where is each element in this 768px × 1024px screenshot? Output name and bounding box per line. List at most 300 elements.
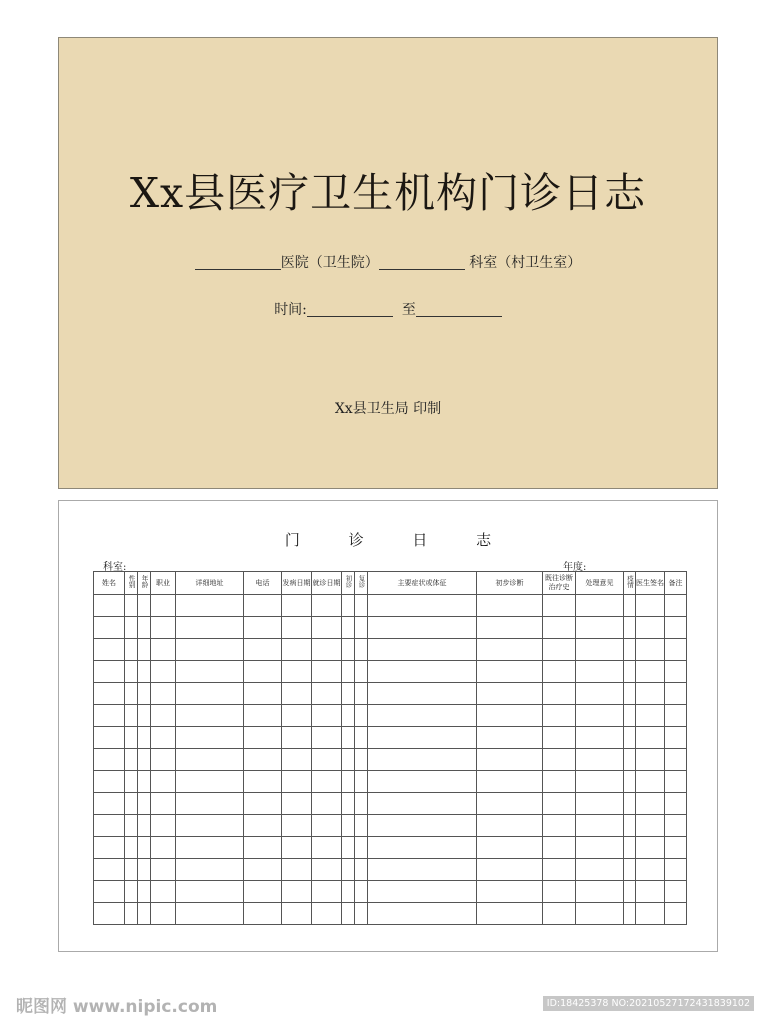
table-cell: [94, 837, 125, 859]
table-cell: [543, 793, 576, 815]
column-header-label: 电话: [255, 578, 270, 587]
table-cell: [636, 837, 665, 859]
column-header: [477, 572, 543, 595]
table-cell: [543, 705, 576, 727]
table-cell: [355, 749, 368, 771]
table-cell: [125, 727, 138, 749]
table-cell: [624, 859, 636, 881]
table-cell: [636, 683, 665, 705]
column-header: [282, 572, 312, 595]
table-cell: [312, 683, 342, 705]
table-cell: [665, 837, 687, 859]
table-cell: [244, 617, 282, 639]
end-date-blank: [416, 302, 502, 317]
table-cell: [624, 683, 636, 705]
table-row: [94, 727, 687, 749]
table-cell: [636, 727, 665, 749]
table-cell: [624, 837, 636, 859]
table-cell: [624, 749, 636, 771]
table-cell: [624, 661, 636, 683]
table-row: [94, 859, 687, 881]
table-cell: [312, 705, 342, 727]
table-cell: [576, 749, 624, 771]
table-cell: [176, 639, 244, 661]
table-cell: [624, 705, 636, 727]
table-cell: [282, 859, 312, 881]
table-cell: [368, 837, 477, 859]
table-cell: [244, 837, 282, 859]
table-cell: [355, 661, 368, 683]
table-cell: [138, 617, 151, 639]
column-header: [624, 572, 636, 595]
column-header: [176, 572, 244, 595]
table-cell: [576, 661, 624, 683]
table-cell: [151, 771, 176, 793]
table-cell: [636, 903, 665, 925]
table-cell: [636, 705, 665, 727]
table-cell: [342, 859, 355, 881]
table-cell: [138, 595, 151, 617]
table-cell: [94, 771, 125, 793]
table-cell: [624, 815, 636, 837]
hospital-blank: [195, 255, 281, 270]
column-header-label: 初诊: [344, 575, 353, 588]
table-row: [94, 595, 687, 617]
table-cell: [151, 595, 176, 617]
table-cell: [94, 881, 125, 903]
column-header-label: 就诊日期: [312, 578, 341, 587]
table-cell: [665, 617, 687, 639]
table-cell: [176, 859, 244, 881]
table-cell: [342, 683, 355, 705]
table-cell: [543, 837, 576, 859]
table-cell: [244, 661, 282, 683]
table-cell: [342, 881, 355, 903]
table-cell: [151, 661, 176, 683]
table-cell: [477, 749, 543, 771]
table-row: [94, 661, 687, 683]
table-cell: [244, 595, 282, 617]
table-cell: [244, 727, 282, 749]
table-row: [94, 881, 687, 903]
column-header: [125, 572, 138, 595]
table-cell: [282, 705, 312, 727]
table-cell: [94, 815, 125, 837]
table-cell: [282, 727, 312, 749]
table-cell: [94, 859, 125, 881]
table-cell: [342, 837, 355, 859]
table-cell: [282, 661, 312, 683]
table-cell: [636, 815, 665, 837]
table-cell: [477, 903, 543, 925]
column-header: [94, 572, 125, 595]
column-header-label: 既往诊断治疗史: [545, 574, 573, 591]
table-row: [94, 903, 687, 925]
table-cell: [244, 683, 282, 705]
table-cell: [138, 903, 151, 925]
column-header: [576, 572, 624, 595]
table-cell: [355, 683, 368, 705]
table-cell: [543, 639, 576, 661]
table-cell: [576, 639, 624, 661]
time-line: [59, 299, 717, 319]
table-cell: [312, 793, 342, 815]
column-header-label: 疫情: [626, 575, 634, 588]
table-cell: [665, 683, 687, 705]
table-cell: [543, 661, 576, 683]
column-header: [665, 572, 687, 595]
table-cell: [176, 727, 244, 749]
table-cell: [151, 859, 176, 881]
table-cell: [576, 903, 624, 925]
table-cell: [636, 617, 665, 639]
table-cell: [94, 661, 125, 683]
table-cell: [125, 705, 138, 727]
table-cell: [125, 661, 138, 683]
table-cell: [665, 771, 687, 793]
table-row: [94, 749, 687, 771]
table-row: [94, 617, 687, 639]
table-cell: [282, 903, 312, 925]
table-cell: [244, 815, 282, 837]
table-cell: [636, 793, 665, 815]
table-cell: [477, 595, 543, 617]
table-cell: [138, 815, 151, 837]
table-cell: [665, 793, 687, 815]
table-cell: [94, 617, 125, 639]
table-cell: [665, 815, 687, 837]
table-cell: [368, 595, 477, 617]
table-cell: [368, 639, 477, 661]
table-cell: [368, 661, 477, 683]
table-cell: [94, 793, 125, 815]
column-header-label: 主要症状或体征: [397, 578, 447, 587]
table-cell: [312, 881, 342, 903]
hospital-label: 医院（卫生院）: [280, 255, 379, 271]
table-cell: [636, 771, 665, 793]
table-cell: [368, 705, 477, 727]
table-cell: [355, 837, 368, 859]
table-row: [94, 771, 687, 793]
table-cell: [176, 683, 244, 705]
table-cell: [665, 859, 687, 881]
table-cell: [244, 771, 282, 793]
table-cell: [624, 793, 636, 815]
table-cell: [368, 749, 477, 771]
table-cell: [576, 793, 624, 815]
column-header: [355, 572, 368, 595]
table-cell: [282, 683, 312, 705]
table-cell: [543, 683, 576, 705]
table-body: [94, 595, 687, 925]
table-cell: [94, 639, 125, 661]
table-cell: [665, 727, 687, 749]
table-cell: [125, 683, 138, 705]
table-cell: [576, 617, 624, 639]
table-cell: [138, 727, 151, 749]
table-cell: [665, 903, 687, 925]
table-cell: [368, 903, 477, 925]
table-cell: [368, 793, 477, 815]
table-cell: [138, 749, 151, 771]
table-cell: [355, 881, 368, 903]
table-cell: [665, 705, 687, 727]
table-cell: [543, 881, 576, 903]
table-cell: [355, 859, 368, 881]
table-cell: [176, 595, 244, 617]
table-cell: [665, 661, 687, 683]
table-cell: [477, 705, 543, 727]
table-cell: [543, 727, 576, 749]
table-cell: [576, 683, 624, 705]
table-cell: [477, 793, 543, 815]
table-cell: [636, 595, 665, 617]
table-cell: [94, 903, 125, 925]
table-cell: [244, 793, 282, 815]
table-cell: [282, 639, 312, 661]
dept-label: 科室（村卫生室）: [469, 255, 582, 271]
table-cell: [665, 595, 687, 617]
table-cell: [624, 771, 636, 793]
column-header-label: 发病日期: [282, 578, 311, 587]
table-cell: [312, 837, 342, 859]
table-cell: [355, 705, 368, 727]
table-row: [94, 705, 687, 727]
table-cell: [125, 793, 138, 815]
table-cell: [282, 617, 312, 639]
table-cell: [312, 617, 342, 639]
table-row: [94, 815, 687, 837]
start-date-blank: [307, 302, 393, 317]
table-cell: [312, 903, 342, 925]
column-header: [312, 572, 342, 595]
table-cell: [342, 727, 355, 749]
table-cell: [176, 903, 244, 925]
table-cell: [125, 749, 138, 771]
table-cell: [125, 771, 138, 793]
table-cell: [94, 705, 125, 727]
table-row: [94, 837, 687, 859]
table-cell: [342, 771, 355, 793]
table-cell: [355, 617, 368, 639]
table-cell: [94, 749, 125, 771]
column-header: [368, 572, 477, 595]
table-cell: [125, 859, 138, 881]
table-cell: [543, 749, 576, 771]
table-cell: [176, 705, 244, 727]
table-cell: [151, 683, 176, 705]
table-cell: [624, 595, 636, 617]
table-cell: [312, 727, 342, 749]
table-cell: [138, 639, 151, 661]
table-cell: [355, 903, 368, 925]
table-cell: [576, 595, 624, 617]
image-id-watermark: ID:18425378 NO:20210527172431839102: [543, 996, 754, 1011]
table-cell: [665, 639, 687, 661]
table-cell: [477, 683, 543, 705]
table-cell: [151, 837, 176, 859]
table-cell: [312, 859, 342, 881]
table-cell: [151, 815, 176, 837]
column-header: [138, 572, 151, 595]
table-cell: [312, 771, 342, 793]
column-header-label: 性别: [127, 575, 136, 588]
table-cell: [312, 815, 342, 837]
table-cell: [282, 793, 312, 815]
table-cell: [342, 595, 355, 617]
column-header-label: 年龄: [140, 575, 149, 588]
table-cell: [151, 639, 176, 661]
table-cell: [477, 771, 543, 793]
dept-blank: [379, 255, 465, 270]
table-cell: [244, 749, 282, 771]
table-row: [94, 793, 687, 815]
table-cell: [543, 859, 576, 881]
table-cell: [576, 815, 624, 837]
column-header-label: 初步诊断: [495, 578, 524, 587]
table-cell: [176, 661, 244, 683]
table-cell: [355, 793, 368, 815]
table-cell: [576, 881, 624, 903]
table-cell: [176, 749, 244, 771]
table-cell: [342, 661, 355, 683]
table-row: [94, 639, 687, 661]
table-cell: [342, 639, 355, 661]
table-cell: [665, 881, 687, 903]
table-cell: [125, 815, 138, 837]
table-cell: [138, 661, 151, 683]
table-cell: [125, 639, 138, 661]
table-cell: [342, 705, 355, 727]
table-cell: [312, 749, 342, 771]
table-cell: [176, 617, 244, 639]
table-cell: [636, 881, 665, 903]
table-cell: [244, 903, 282, 925]
table-cell: [244, 705, 282, 727]
table-cell: [138, 705, 151, 727]
table-cell: [477, 859, 543, 881]
table-cell: [94, 595, 125, 617]
table-cell: [138, 881, 151, 903]
table-cell: [477, 881, 543, 903]
site-watermark: 昵图网 www.nipic.com: [16, 997, 218, 1017]
table-cell: [94, 727, 125, 749]
table-cell: [176, 815, 244, 837]
table-cell: [312, 661, 342, 683]
table-cell: [477, 639, 543, 661]
log-dept-label: 科室:: [103, 562, 127, 573]
table-cell: [636, 661, 665, 683]
table-cell: [636, 639, 665, 661]
table-cell: [151, 749, 176, 771]
hospital-dept-line: [59, 252, 717, 272]
column-header: [543, 572, 576, 595]
table-cell: [282, 749, 312, 771]
table-cell: [342, 903, 355, 925]
table-cell: [138, 771, 151, 793]
publisher: Xx县卫生局 印制: [334, 401, 442, 417]
column-header-label: 医生签名: [636, 578, 664, 587]
column-header-label: 复诊: [357, 575, 366, 588]
table-cell: [125, 837, 138, 859]
table-cell: [151, 705, 176, 727]
table-cell: [176, 881, 244, 903]
column-header-label: 处理意见: [585, 578, 614, 587]
table-cell: [138, 793, 151, 815]
table-cell: [138, 859, 151, 881]
table-cell: [636, 749, 665, 771]
table-cell: [151, 793, 176, 815]
cover-title: Xx县医疗卫生机构门诊日志: [129, 169, 647, 217]
table-cell: [125, 881, 138, 903]
table-cell: [368, 683, 477, 705]
table-cell: [244, 881, 282, 903]
table-cell: [282, 837, 312, 859]
table-cell: [543, 815, 576, 837]
log-table: [93, 571, 687, 925]
table-cell: [477, 661, 543, 683]
table-cell: [342, 815, 355, 837]
table-cell: [576, 705, 624, 727]
table-cell: [368, 617, 477, 639]
table-cell: [543, 903, 576, 925]
table-cell: [477, 617, 543, 639]
table-cell: [244, 859, 282, 881]
table-cell: [368, 727, 477, 749]
column-header: [636, 572, 665, 595]
table-cell: [244, 639, 282, 661]
table-cell: [576, 771, 624, 793]
table-cell: [282, 881, 312, 903]
table-cell: [355, 595, 368, 617]
table-cell: [576, 859, 624, 881]
table-cell: [368, 771, 477, 793]
table-cell: [355, 727, 368, 749]
time-label: 时间:: [274, 302, 307, 318]
table-cell: [282, 815, 312, 837]
table-cell: [543, 617, 576, 639]
table-cell: [312, 639, 342, 661]
table-cell: [665, 749, 687, 771]
table-cell: [176, 837, 244, 859]
table-cell: [342, 749, 355, 771]
table-cell: [477, 727, 543, 749]
table-cell: [342, 617, 355, 639]
column-header: [244, 572, 282, 595]
table-cell: [312, 595, 342, 617]
table-cell: [368, 815, 477, 837]
column-header: [342, 572, 355, 595]
table-cell: [176, 793, 244, 815]
log-year-label: 年度:: [563, 562, 587, 573]
table-cell: [477, 837, 543, 859]
table-cell: [151, 881, 176, 903]
table-row: [94, 683, 687, 705]
table-cell: [282, 771, 312, 793]
column-header-label: 职业: [156, 578, 170, 587]
table-cell: [176, 771, 244, 793]
table-cell: [125, 903, 138, 925]
table-header-row: [94, 572, 687, 595]
table-cell: [342, 793, 355, 815]
table-cell: [151, 617, 176, 639]
table-cell: [624, 617, 636, 639]
column-header-label: 备注: [668, 578, 683, 587]
column-header-label: 详细地址: [195, 578, 224, 587]
table-cell: [368, 881, 477, 903]
table-cell: [624, 881, 636, 903]
log-title: 门 诊 日 志: [284, 531, 514, 549]
